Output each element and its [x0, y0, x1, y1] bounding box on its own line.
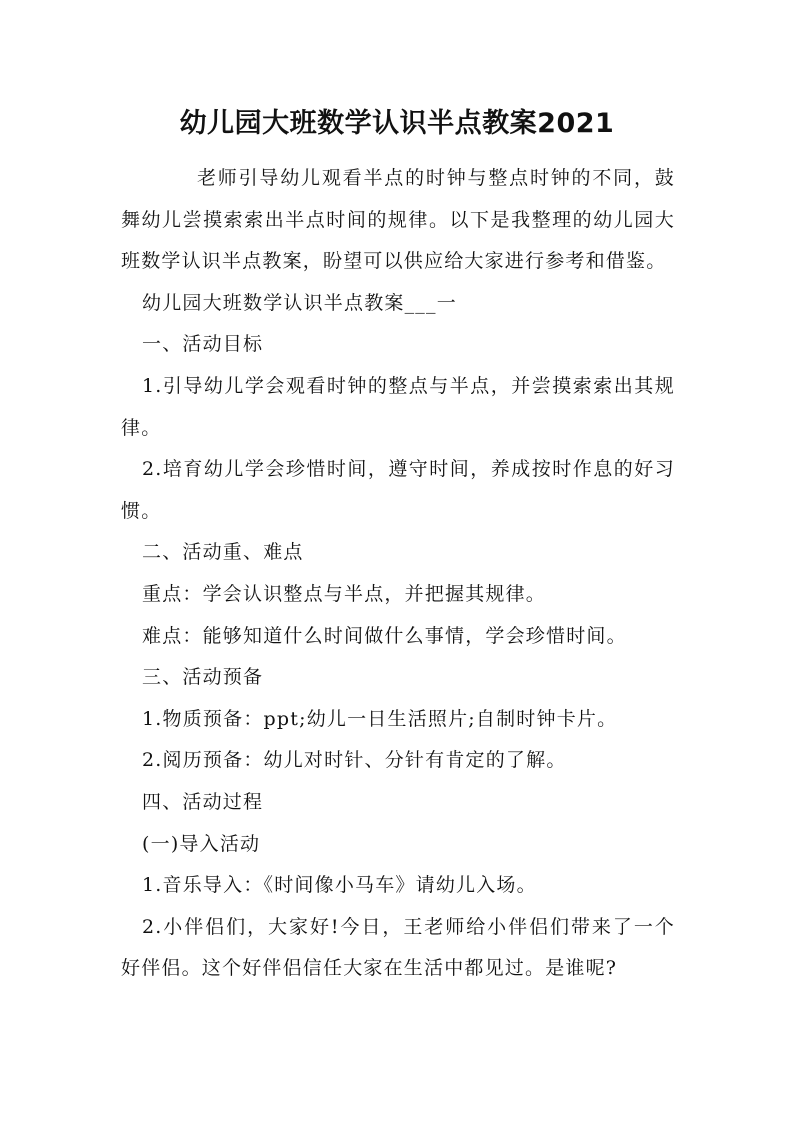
document-body — [121, 158, 675, 990]
lesson-plan-heading: 幼儿园大班数学认识半点教案___一 — [142, 291, 457, 314]
section-heading-goals: 一、活动目标 — [142, 333, 264, 356]
goal-item-1: 1.引导幼儿学会观看时钟的整点与半点，并尝摸索索出其规律。 — [121, 374, 675, 439]
preparation-item-2: 2.阅历预备：幼儿对时针、分针有肯定的了解。 — [142, 749, 567, 772]
section-heading-process: 四、活动过程 — [142, 790, 264, 813]
goal-item-2: 2.培育幼儿学会珍惜时间，遵守时间，养成按时作息的好习惯。 — [121, 458, 675, 522]
preparation-item-1: 1.物质预备：ppt;幼儿一日生活照片;自制时钟卡片。 — [142, 707, 618, 730]
process-item-2: 2.小伴侣们，大家好!今日，王老师给小伴侣们带来了一个好伴侣。这个好伴侣信任大家在生活中都见过。是谁呢? — [121, 915, 675, 980]
subsection-heading-intro-activity: (一)导入活动 — [142, 832, 261, 855]
document-title: 幼儿园大班数学认识半点教案2021 — [179, 108, 615, 139]
section-heading-key-points: 二、活动重、难点 — [142, 541, 304, 564]
difficulty-text: 难点：能够知道什么时间做什么事情，学会珍惜时间。 — [142, 624, 627, 647]
key-point-text: 重点：学会认识整点与半点，并把握其规律。 — [142, 582, 547, 605]
process-item-1: 1.音乐导入：《时间像小马车》请幼儿入场。 — [142, 874, 537, 897]
intro-paragraph: 老师引导幼儿观看半点的时钟与整点时钟的不同，鼓舞幼儿尝摸索索出半点时间的规律。以下是我整理的幼儿园大班数学认识半点教案，盼望可以供应给大家进行参考和借鉴。 — [121, 167, 675, 273]
section-heading-preparation: 三、活动预备 — [142, 666, 264, 689]
